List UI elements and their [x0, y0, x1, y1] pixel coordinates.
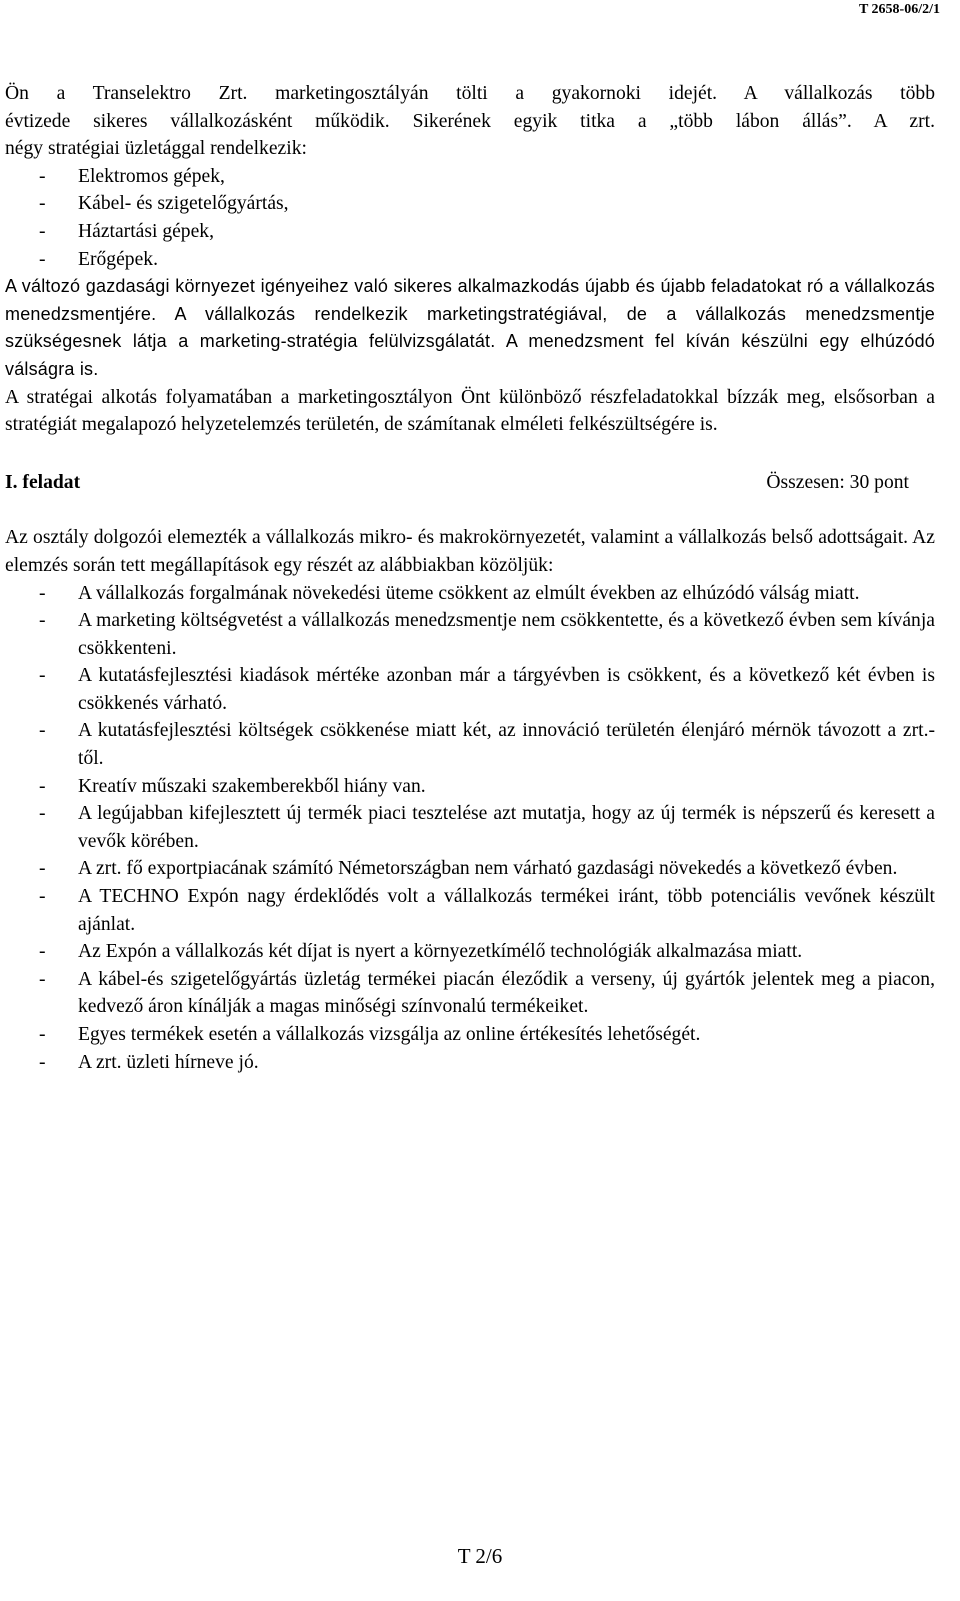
intro-section: [5, 80, 935, 273]
list-item: - Kábel- és szigetelőgyártás,: [5, 190, 935, 218]
intro-paragraph-2: A stratégai alkotás folyamatában a marketingosztályon Önt különböző részfeladatokkal bízzák meg, elsősorban a stratégiát megalapozó helyzetelemzés területén, de számítanak elméleti felkészültségére is.: [5, 386, 935, 436]
list-item: - A zrt. üzleti hírneve jó.: [5, 1049, 935, 1077]
intro-line-2: évtizede sikeres vállalkozásként működik. Sikerének egyik titka a „több lábon állás”. A zrt.: [5, 110, 935, 132]
findings-list: [5, 580, 935, 1077]
document-content: [5, 80, 935, 1076]
intro-line-3: négy stratégiai üzletággal rendelkezik:: [5, 138, 307, 160]
task-text: Az osztály dolgozói elemezték a vállalkozás mikro- és makrokörnyezetét, valamint a vállalkozás belső adottságait. Az elemzés során tett megállapítások egy részét az alábbiakban közöljük:: [5, 527, 935, 576]
list-item: - A marketing költségvetést a vállalkozás menedzsmentje nem csökkentette, és a következő évben sem kívánja csökkenteni.: [5, 607, 935, 662]
task-points: Összesen: 30 pont: [766, 471, 909, 493]
task-title: I. feladat: [5, 471, 81, 493]
page-number: T 2/6: [457, 1544, 503, 1568]
list-item: - A kutatásfejlesztési költségek csökkenése miatt két, az innováció területén élenjáró mérnök távozott a zrt.-től.: [5, 717, 935, 772]
list-item: - A vállalkozás forgalmának növekedési üteme csökkent az elmúlt években az elhúzódó válság miatt.: [5, 580, 935, 608]
list-item: - Háztartási gépek,: [5, 218, 935, 246]
document-code: T 2658-06/2/1: [858, 2, 940, 17]
task-header: [5, 469, 935, 497]
list-item: - A legújabban kifejlesztett új termék piaci tesztelése azt mutatja, hogy az új termék is népszerű és keresett a vevők körében.: [5, 800, 935, 855]
list-item: - Erőgépek.: [5, 246, 935, 274]
list-item: - Elektromos gépek,: [5, 163, 935, 191]
list-item: - A zrt. fő exportpiacának számító Németországban nem várható gazdasági növekedés a következő évben.: [5, 855, 935, 883]
list-item: - A kábel-és szigetelőgyártás üzletág termékei piacán éleződik a verseny, új gyártók jelentek meg a piacon, kedvező áron kínálják a magas minőségi színvonalú termékeiket.: [5, 966, 935, 1021]
business-units-list: [5, 163, 935, 273]
list-item: - A kutatásfejlesztési kiadások mértéke azonban már a tárgyévben is csökkent, és a következő két évben is csökkenés várható.: [5, 662, 935, 717]
list-item: - Kreatív műszaki szakemberekből hiány van.: [5, 773, 935, 801]
intro-paragraph: A változó gazdasági környezet igényeihez való sikeres alkalmazkodás újabb és újabb feladatokat ró a vállalkozás menedzsmentjére. A vállalkozás rendelkezik marketingstratégiával, de a vállalkozás menedzsmentje szükségesnek látja a marketing-stratégia felülvizsgálatát. A menedzsment fel kíván készülni egy elhúzódó válságra is.: [5, 276, 935, 379]
intro-line-1: Ön a Transelektro Zrt. marketingosztályán tölti a gyakornoki idejét. A vállalkozás több: [5, 83, 935, 104]
list-item: - A TECHNO Expón nagy érdeklődés volt a vállalkozás termékei iránt, több potenciális vevőnek készült ajánlat.: [5, 883, 935, 938]
list-item: - Egyes termékek esetén a vállalkozás vizsgálja az online értékesítés lehetőségét.: [5, 1021, 935, 1049]
list-item: - Az Expón a vállalkozás két díjat is nyert a környezetkímélő technológiák alkalmazása miatt.: [5, 938, 935, 966]
